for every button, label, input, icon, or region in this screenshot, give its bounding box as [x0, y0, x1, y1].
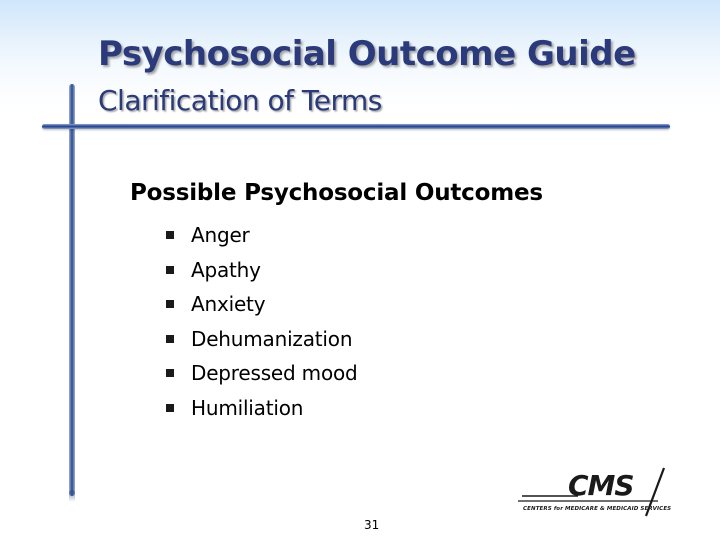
outcomes-list [162, 218, 358, 425]
list-item [162, 322, 358, 357]
square-bullet-icon [166, 266, 174, 274]
outcome-label: Anger [191, 223, 250, 248]
logo-caption: CENTERS for MEDICARE & MEDICAID SERVICES [523, 506, 672, 512]
outcome-label: Humiliation [191, 395, 304, 420]
square-bullet-icon [166, 335, 174, 343]
cms-logo-icon [518, 466, 678, 526]
square-bullet-icon [166, 404, 174, 412]
list-item [162, 287, 358, 322]
list-item [162, 253, 358, 288]
section-heading: Possible Psychosocial Outcomes [130, 180, 543, 206]
outcome-label: Anxiety [191, 292, 266, 317]
vertical-rule [69, 84, 75, 496]
list-item [162, 391, 358, 426]
list-item [162, 218, 358, 253]
cms-wordmark: CMS [568, 469, 634, 502]
square-bullet-icon [166, 369, 174, 377]
square-bullet-icon [166, 231, 174, 239]
square-bullet-icon [166, 300, 174, 308]
page-number: 31 [364, 518, 380, 532]
outcome-label: Depressed mood [191, 361, 358, 386]
horizontal-rule [42, 124, 670, 129]
list-item [162, 356, 358, 391]
slide-subtitle: Clarification of Terms [98, 84, 382, 117]
outcome-label: Apathy [191, 257, 261, 282]
slide-title: Psychosocial Outcome Guide [98, 34, 636, 74]
outcome-label: Dehumanization [191, 326, 353, 351]
